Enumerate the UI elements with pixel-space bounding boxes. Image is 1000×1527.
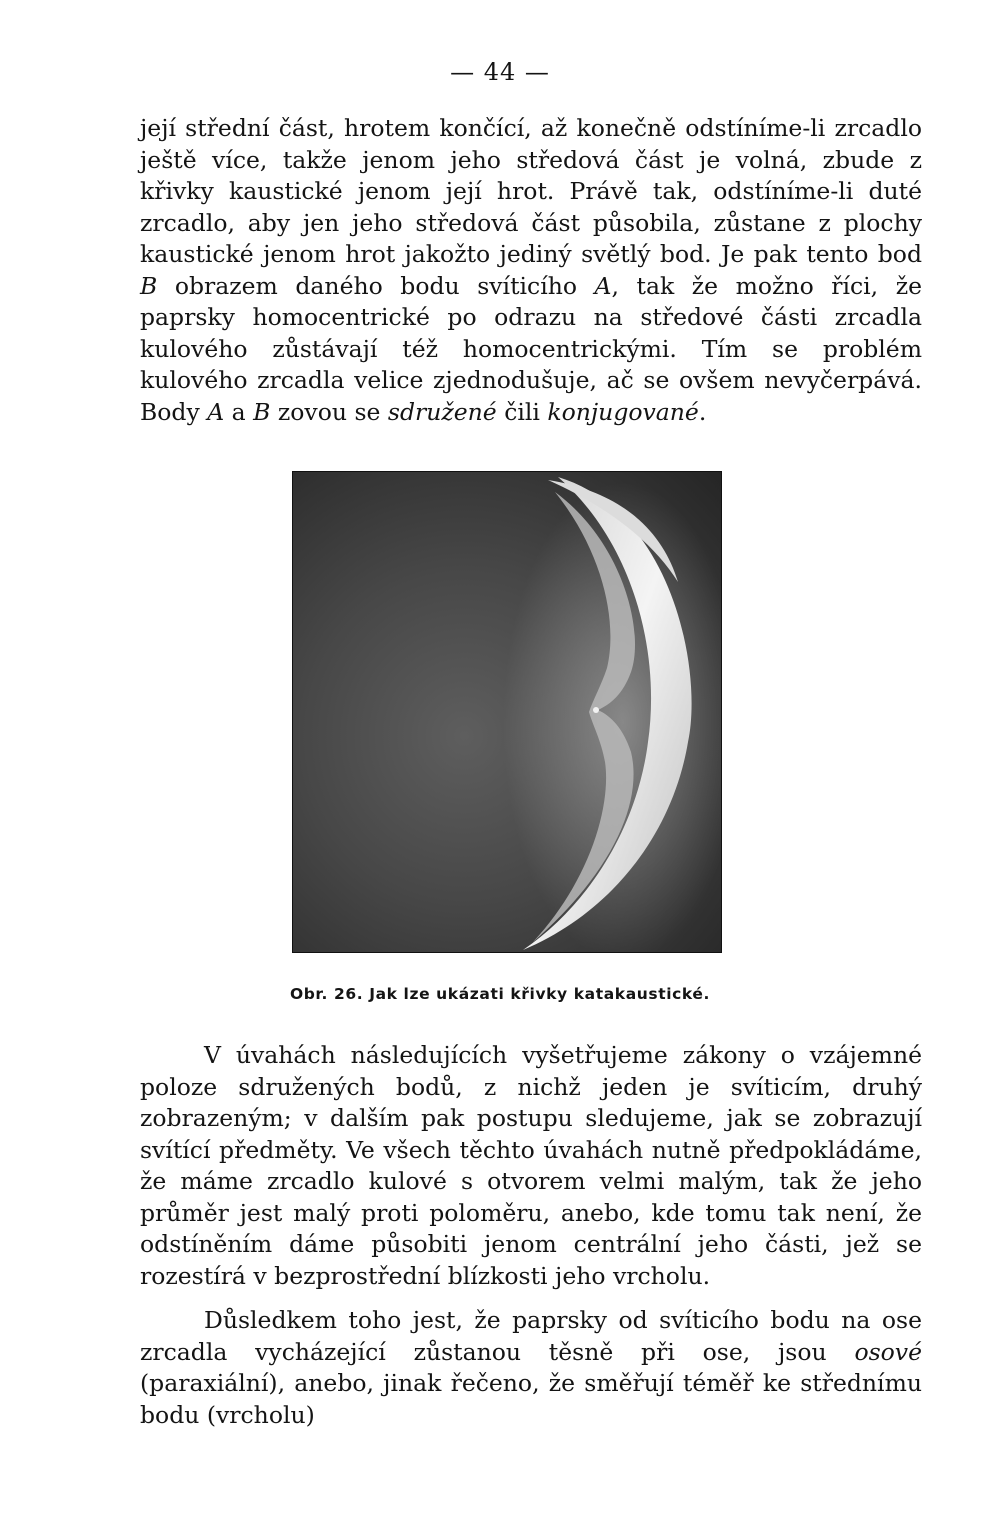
text-run: obrazem daného bodu svíticího [157, 271, 595, 300]
text-run: . [698, 397, 707, 426]
italic-term: B [140, 271, 158, 300]
italic-term: osové [854, 1337, 922, 1366]
text-run: její střední část, hrotem končící, až konečně odstíníme-li zrcadlo ještě více, takže jenom jeho středová část je volná, zbude z křivky kaustické jenom její hrot. Právě tak, odstíníme-li duté zrcadlo, aby jen jeho středová část působila, zůstane z plochy kaustické jenom hrot jakožto jediný světlý bod. Je pak tento bod [140, 114, 922, 268]
caustic-cusp-point [593, 707, 599, 713]
text-run: a [224, 397, 254, 426]
italic-term: B [253, 397, 271, 426]
italic-term: konjugované [547, 397, 699, 426]
text-run: , tak že možno říci, že paprsky homocentrické po odrazu na středové části zrcadla kulového zůstávají též homocentrickými. Tím se problém kulového zrcadla velice zjednodušuje, ač se ovšem nevyčerpává. Body [140, 271, 922, 426]
italic-term: A [594, 271, 612, 300]
text-run: (paraxiální), anebo, jinak řečeno, že směřují téměř ke střednímu bodu (vrcholu) [140, 1369, 922, 1429]
caustic-photograph [292, 471, 722, 953]
page-number: — 44 — [450, 58, 550, 86]
text-run: V úvahách následujících vyšetřujeme zákony o vzájemné poloze sdružených bodů, z nichž jeden je svíticím, druhý zobrazeným; v dalším pak postupu sledujeme, jak se zobrazují svítící předměty. Ve všech těchto úvahách nutně předpokládáme, že máme zrcadlo kulové s otvorem velmi malým, tak že jeho průměr jest malý proti poloměru, anebo, kde tomu tak není, že odstíněním dáme působiti jenom centrální jeho části, jež se rozestírá v bezprostřední blízkosti jeho vrcholu. [140, 1041, 922, 1290]
paragraph-2 [140, 1040, 922, 1292]
text-run: Důsledkem toho jest, že paprsky od svíticího bodu na ose zrcadla vycházející zůstanou těsně při ose, jsou [140, 1306, 922, 1366]
paragraph-3 [140, 1305, 922, 1431]
paragraph-1 [140, 113, 922, 428]
italic-term: A [207, 397, 225, 426]
text-run: zovou se [270, 397, 388, 426]
figure-caption: Obr. 26. Jak lze ukázati křivky katakaustické. [289, 985, 711, 1003]
text-run: čili [496, 397, 548, 426]
italic-term: sdružené [387, 397, 497, 426]
